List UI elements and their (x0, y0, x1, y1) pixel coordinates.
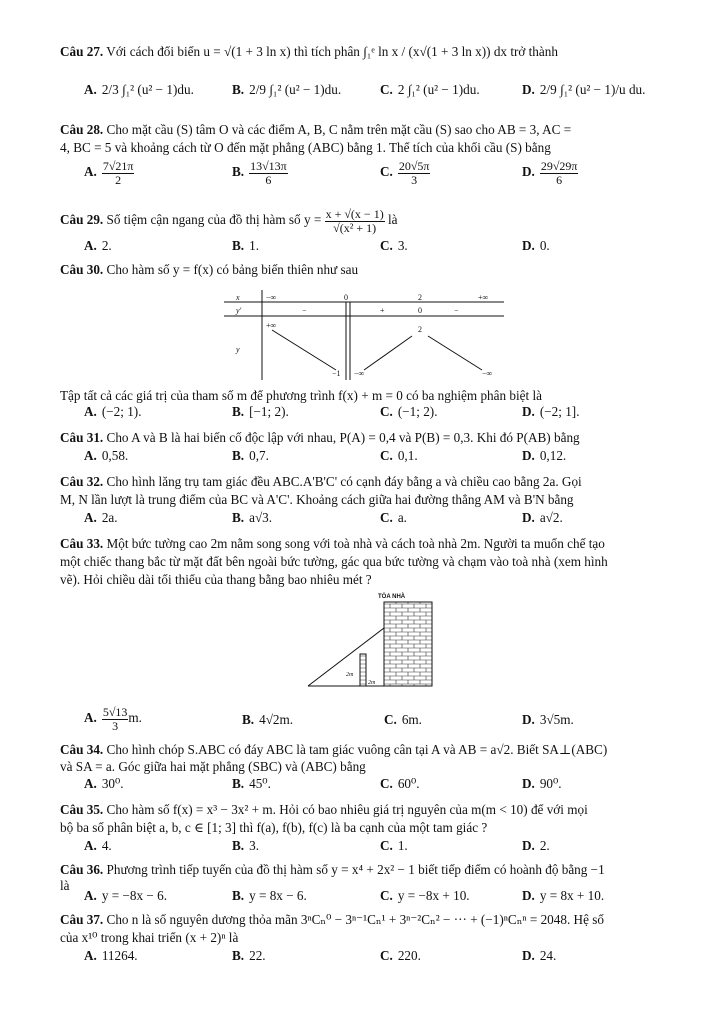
q31-option-b[interactable]: B. 0,7. (232, 448, 269, 463)
q31-option-d[interactable]: D. 0,12. (522, 448, 567, 463)
q34-option-c[interactable]: C. 60⁰. (380, 776, 420, 791)
vt-y-3: 2 (418, 325, 422, 334)
q34-option-a[interactable]: A. 30⁰. (84, 776, 124, 791)
q29-option-c[interactable]: C. 3. (380, 238, 408, 253)
q31-label: Câu 31. (60, 430, 104, 445)
q30-label: Câu 30. (60, 262, 104, 277)
q36-option-b[interactable]: B. y = 8x − 6. (232, 888, 307, 903)
q29-stem: Câu 29. Số tiệm cận ngang của đồ thị hàm số y = $\frac{x + √(x - 1)}{\text{√(x² + 1)}}$ là (60, 207, 398, 235)
q35-option-a[interactable]: A. 4. (84, 838, 112, 853)
wall-height-label: 2m (346, 672, 354, 678)
q33-option-b[interactable]: B. 4√2m. (242, 712, 294, 727)
gap-label: 2m (368, 680, 376, 686)
q28-option-b[interactable]: B. $\frac{13√13\pi}{6}$ (232, 159, 287, 187)
q32-stem-line2: M, N lần lượt là trung điểm của BC và A'C'. Khoảng cách giữa hai đường thẳng AM và B'N bằng (60, 492, 574, 507)
q29-label: Câu 29. (60, 212, 104, 228)
q37-option-c[interactable]: C. 220. (380, 948, 421, 963)
vt-y-1: −1 (332, 369, 341, 378)
q37-stem-line2: của x¹⁰ trong khai triển (x + 2)ⁿ là (60, 930, 239, 945)
q33-option-a[interactable]: A. $\frac{5√13}{3}$ m. (84, 705, 142, 733)
q27-option-a[interactable]: A. 2/3 ∫₁² (u² − 1)du. (84, 82, 194, 97)
q33-stem-line2: một chiếc thang bắc từ mặt đất bên ngoài bức tường, gác qua bức tường và chạm vào toà nhà (xem hình (60, 554, 608, 569)
q35-option-c[interactable]: C. 1. (380, 838, 408, 853)
q34-stem-line2: và SA = a. Góc giữa hai mặt phẳng (SBC) và (ABC) bằng (60, 759, 366, 774)
q34-option-d[interactable]: D. 90⁰. (522, 776, 562, 791)
q34-label: Câu 34. (60, 742, 104, 757)
q28-option-d[interactable]: D. $\frac{29√29\pi}{6}$ (522, 159, 578, 187)
q27-option-b[interactable]: B. 2/9 ∫₁² (u² − 1)du. (232, 82, 342, 97)
q32-option-d[interactable]: D. a√2. (522, 510, 563, 525)
q30-option-b[interactable]: B. [−1; 2). (232, 404, 289, 419)
q30-option-c[interactable]: C. (−1; 2). (380, 404, 438, 419)
vt-y-label: y (236, 345, 240, 354)
q32-stem-line1: Câu 32. Cho hình lăng trụ tam giác đều ABC.A'B'C' có cạnh đáy bằng a và chiều cao bằng 2a. Gọi (60, 474, 582, 489)
q37-option-d[interactable]: D. 24. (522, 948, 557, 963)
q32-option-c[interactable]: C. a. (380, 510, 407, 525)
q32-label: Câu 32. (60, 474, 104, 489)
variation-table (224, 290, 504, 380)
q33-option-d[interactable]: D. 3√5m. (522, 712, 574, 727)
q36-stem-line1: Câu 36. Phương trình tiếp tuyến của đồ thị hàm số y = x⁴ + 2x² − 1 biết tiếp điểm có hoành độ bằng −1 (60, 862, 605, 877)
q28-option-a[interactable]: A. $\frac{7√21\pi}{2}$ (84, 159, 134, 187)
q36-label: Câu 36. (60, 862, 104, 877)
q36-option-d[interactable]: D. y = 8x + 10. (522, 888, 605, 903)
q37-option-a[interactable]: A. 11264. (84, 948, 138, 963)
building-label: TÒA NHÀ (378, 594, 406, 600)
q36-option-a[interactable]: A. y = −8x − 6. (84, 888, 167, 903)
q32-option-b[interactable]: B. a√3. (232, 510, 273, 525)
q29-option-a[interactable]: A. 2. (84, 238, 112, 253)
q27-option-c[interactable]: C. 2 ∫₁² (u² − 1)du. (380, 82, 480, 97)
q37-option-b[interactable]: B. 22. (232, 948, 266, 963)
q31-option-c[interactable]: C. 0,1. (380, 448, 418, 463)
q31-option-a[interactable]: A. 0,58. (84, 448, 129, 463)
vt-x-2: 2 (418, 293, 422, 302)
q37-label: Câu 37. (60, 912, 104, 927)
building (384, 602, 432, 686)
q35-stem-line1: Câu 35. Cho hàm số f(x) = x³ − 3x² + m. Hỏi có bao nhiêu giá trị nguyên của m(m < 10) để với mọi (60, 802, 588, 817)
q33-stem-line1: Câu 33. Một bức tường cao 2m nằm song song với toà nhà và cách toà nhà 2m. Người ta muốn chế tạo (60, 536, 605, 551)
vt-yp-label: y' (236, 306, 242, 315)
vt-x-1: 0 (344, 293, 348, 302)
q27-option-d[interactable]: D. 2/9 ∫₁² (u² − 1)/u du. (522, 82, 646, 97)
q31-stem: Câu 31. Cho A và B là hai biến cố độc lập với nhau, P(A) = 0,4 và P(B) = 0,3. Khi đó P(AB) bằng (60, 430, 580, 445)
q35-option-d[interactable]: D. 2. (522, 838, 550, 853)
wall (360, 654, 366, 686)
vt-x-label: x (236, 293, 240, 302)
q35-label: Câu 35. (60, 802, 104, 817)
vt-y-4: −∞ (482, 369, 493, 378)
q37-stem-line1: Câu 37. Cho n là số nguyên dương thỏa mãn 3ⁿCₙ⁰ − 3ⁿ⁻¹Cₙ¹ + 3ⁿ⁻²Cₙ² − ··· + (−1)ⁿCₙⁿ = 2048. Hệ số (60, 912, 604, 927)
q30-option-d[interactable]: D. (−2; 1]. (522, 404, 580, 419)
q28-label: Câu 28. (60, 122, 104, 137)
vt-sign-0: − (302, 306, 307, 315)
q30-question: Tập tất cả các giá trị của tham số m để phương trình f(x) + m = 0 có ba nghiệm phân biệt là (60, 388, 542, 403)
q29-option-b[interactable]: B. 1. (232, 238, 259, 253)
q34-option-b[interactable]: B. 45⁰. (232, 776, 271, 791)
q30-option-a[interactable]: A. (−2; 1). (84, 404, 142, 419)
vt-x-3: +∞ (478, 293, 489, 302)
q34-stem-line1: Câu 34. Cho hình chóp S.ABC có đáy ABC là tam giác vuông cân tại A và AB = a√2. Biết SA⊥(ABC) (60, 742, 608, 757)
q27-label: Câu 27. (60, 44, 104, 59)
q35-option-b[interactable]: B. 3. (232, 838, 259, 853)
vt-sign-3: − (454, 306, 459, 315)
vt-x-0: −∞ (266, 293, 277, 302)
q27-stem (60, 44, 558, 60)
q32-option-a[interactable]: A. 2a. (84, 510, 118, 525)
q28-stem-line2: 4, BC = 5 và khoảng cách từ O đến mặt phẳng (ABC) bằng 1. Thể tích của khối cầu (S) bằng (60, 140, 551, 155)
q35-stem-line2: bộ ba số phân biệt a, b, c ∈ [1; 3] thì f(a), f(b), f(c) là ba cạnh của một tam giác ? (60, 820, 488, 835)
vt-y-2: −∞ (354, 369, 365, 378)
q28-option-c[interactable]: C. $\frac{20√5\pi}{3}$ (380, 159, 430, 187)
q27-text: Với cách đổi biến u = √(1 + 3 ln x) thì tích phân ∫₁ᵉ ln x / (x√(1 + 3 ln x)) dx trở thành (106, 44, 558, 59)
vt-y-0: +∞ (266, 321, 277, 330)
q29-option-d[interactable]: D. 0. (522, 238, 550, 253)
vt-sign-2: 0 (418, 306, 422, 315)
q36-option-c[interactable]: C. y = −8x + 10. (380, 888, 470, 903)
q33-option-c[interactable]: C. 6m. (384, 712, 422, 727)
vt-sign-1: + (380, 306, 385, 315)
ladder-figure (300, 588, 440, 692)
q36-stem-line2: là (60, 878, 70, 893)
q33-label: Câu 33. (60, 536, 104, 551)
q33-stem-line3: vẽ). Hỏi chiều dài tối thiểu của thang bằng bao nhiêu mét ? (60, 572, 372, 587)
q28-stem-line1: Câu 28. Cho mặt cầu (S) tâm O và các điểm A, B, C nằm trên mặt cầu (S) sao cho AB = 3, AC = (60, 122, 572, 137)
q30-stem: Câu 30. Cho hàm số y = f(x) có bảng biến thiên như sau (60, 262, 359, 277)
